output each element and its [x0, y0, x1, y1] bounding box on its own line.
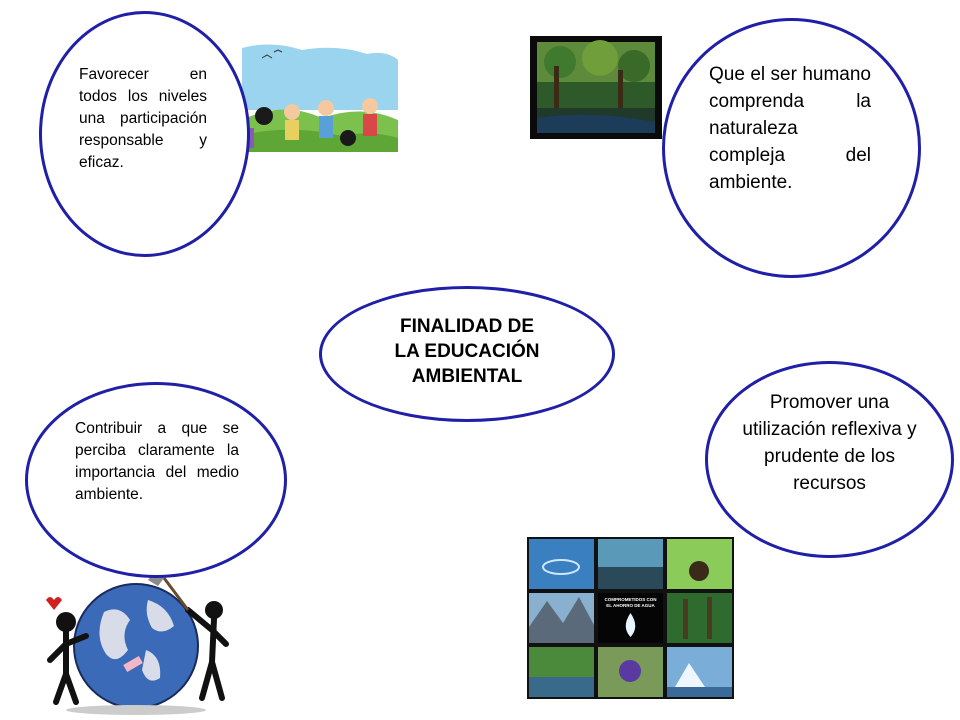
- kids-cleaning-illustration: [242, 40, 398, 152]
- rainforest-photo: [530, 36, 662, 139]
- water-collage-photo: [527, 537, 734, 699]
- collage-label-line1: COMPROMETIDOS CON: [604, 597, 657, 602]
- goal-text-participation: Favorecer en todos los niveles una participación responsable y eficaz.: [79, 66, 207, 171]
- goal-text-perceive-importance: Contribuir a que se perciba claramente la importancia del medio ambiente.: [75, 420, 239, 503]
- central-title: [329, 314, 605, 389]
- central-title-line-3: AMBIENTAL: [411, 366, 523, 388]
- central-title-line-2: LA EDUCACIÓN: [394, 341, 540, 363]
- collage-label-line2: EL AHORRO DE AGUA: [606, 603, 655, 608]
- globe-cleaning-cartoon: [36, 570, 236, 718]
- central-title-line-1: FINALIDAD DE: [399, 316, 535, 337]
- goal-text-promote-resources: Promover una utilización reflexiva y prudente de los recursos: [742, 392, 917, 494]
- goal-text-understand-nature: Que el ser humano comprenda la naturaleza compleja del ambiente.: [709, 64, 871, 193]
